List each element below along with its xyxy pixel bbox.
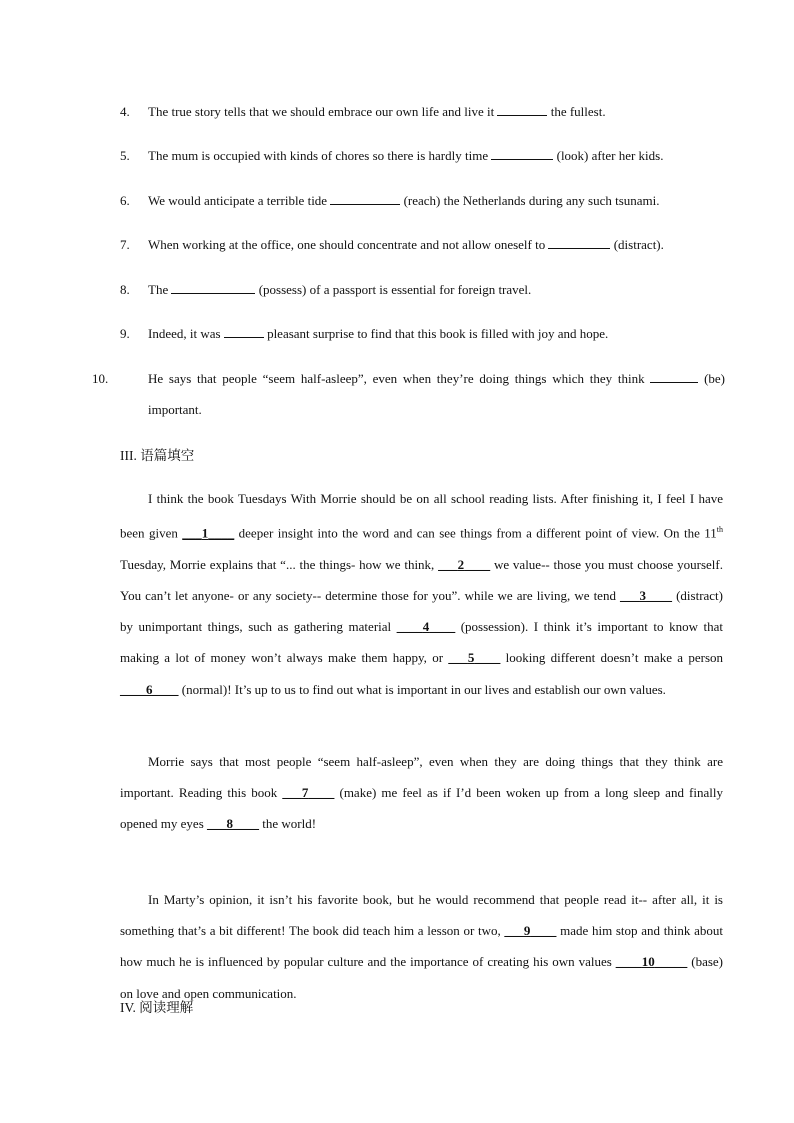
item-number: 9. [120,326,130,341]
passage-blank-3[interactable]: ___3____ [620,587,673,603]
item-number: 7. [120,237,130,252]
passage-blank-4[interactable]: ____4____ [396,619,456,635]
answer-blank[interactable] [330,191,400,205]
blank-number: 6 [146,681,153,697]
passage-text: In Marty’s opinion, it isn’t his favorite book, but he would recommend that people read it-- after all, it is something that’s a bit different! The book did teach him a lesson or two, [120,892,723,939]
item-text-after: (reach) the Netherlands during any such tsunami. [400,193,660,208]
passage-blank-2[interactable]: ___2____ [438,556,491,572]
section-heading-3: III. 语篇填空 [120,448,195,463]
passage-paragraph-1 [120,483,723,705]
answer-blank[interactable] [650,369,698,383]
passage-paragraph-2 [120,746,723,840]
item-text-after: pleasant surprise to find that this book is filled with joy and hope. [263,326,609,341]
passage-text: deeper insight into the word and can see things from a different point of view. On the 11 [234,525,717,541]
superscript: th [716,525,724,535]
answer-blank[interactable] [224,324,264,338]
passage-blank-6[interactable]: ____6____ [120,681,179,697]
passage-text: looking different doesn’t make a person [500,650,723,666]
passage-blank-7[interactable]: ___7____ [282,785,335,801]
section-heading-4: IV. 阅读理解 [120,1000,194,1015]
passage-text: (distract) by unimportant things, such as gathering material [120,587,724,635]
passage-text: made him stop and think about how much he is influenced by popular culture and the importance of creating his own values [120,923,723,970]
blank-number: 5 [467,650,475,666]
item-text-before: The [148,282,172,297]
passage-blank-1[interactable]: ___1____ [182,525,235,541]
blank-number: 1 [201,525,209,541]
blank-number: 8 [226,816,234,832]
exercise-item-10 [92,363,725,425]
passage-text: (make) me feel as if I’d been woken up from a long sleep and finally opened my eyes [120,785,723,832]
item-number: 6. [120,193,130,208]
passage-blank-9[interactable]: ___9____ [504,923,557,939]
item-number: 10. [92,371,109,386]
exercise-item-5 [120,140,725,171]
item-text-after: (possess) of a passport is essential for foreign travel. [255,282,532,297]
blank-number: 7 [301,785,309,801]
exercise-item-6 [120,185,725,216]
item-text-before: He says that people “seem half-asleep”, even when they’re doing things which they think [148,371,651,386]
exercise-item-4 [120,96,725,127]
passage-blank-8[interactable]: ___8____ [207,816,260,832]
passage-blank-10[interactable]: ____10_____ [615,954,688,970]
exercise-item-7 [120,229,725,260]
item-text-before: Indeed, it was [148,326,224,341]
exercise-item-8 [120,274,725,305]
exercise-item-9 [120,318,725,349]
blank-number: 3 [639,587,647,603]
item-number: 8. [120,282,130,297]
passage-text: the world! [259,816,317,832]
item-text-after: the fullest. [547,104,606,119]
item-text-before: The true story tells that we should embrace our own life and live it [148,104,498,119]
answer-blank[interactable] [491,146,553,160]
blank-number: 2 [457,556,465,572]
passage-text: we value-- those you must choose yourself. You can’t let anyone- or any society-- determine those for you”. while we are living, we tend [120,556,723,603]
passage-text: Morrie says that most people “seem half-asleep”, even when they are doing things that they think are important. Reading this book [120,754,723,801]
blank-number: 9 [523,923,531,939]
passage-paragraph-3 [120,884,723,1009]
item-number: 5. [120,148,130,163]
passage-text: (base) on love and open communication. [120,954,723,1001]
item-text-before: We would anticipate a terrible tide [148,193,331,208]
answer-blank[interactable] [171,280,255,294]
passage-blank-5[interactable]: ___5____ [448,650,501,666]
passage-text: (normal)! It’s up to us to find out what is important in our lives and establish our own values. [178,681,666,697]
item-text-after: (distract). [610,237,664,252]
answer-blank[interactable] [497,102,547,116]
passage-text: I think the book Tuesdays With Morrie should be on all school reading lists. After finishing it, I feel I have been given [120,491,723,541]
item-number: 4. [120,104,130,119]
item-text-after: (be) important. [148,371,725,417]
item-text-after: (look) after her kids. [553,148,664,163]
passage-text: (possession). I think it’s important to know that making a lot of money won’t always make them happy, or [120,619,724,666]
item-text-before: When working at the office, one should concentrate and not allow oneself to [148,237,549,252]
blank-number: 4 [422,619,430,635]
passage-text: Tuesday, Morrie explains that “... the things- how we think, [120,556,439,572]
item-text-before: The mum is occupied with kinds of chores so there is hardly time [148,148,492,163]
blank-number: 10 [641,954,655,970]
answer-blank[interactable] [548,235,610,249]
